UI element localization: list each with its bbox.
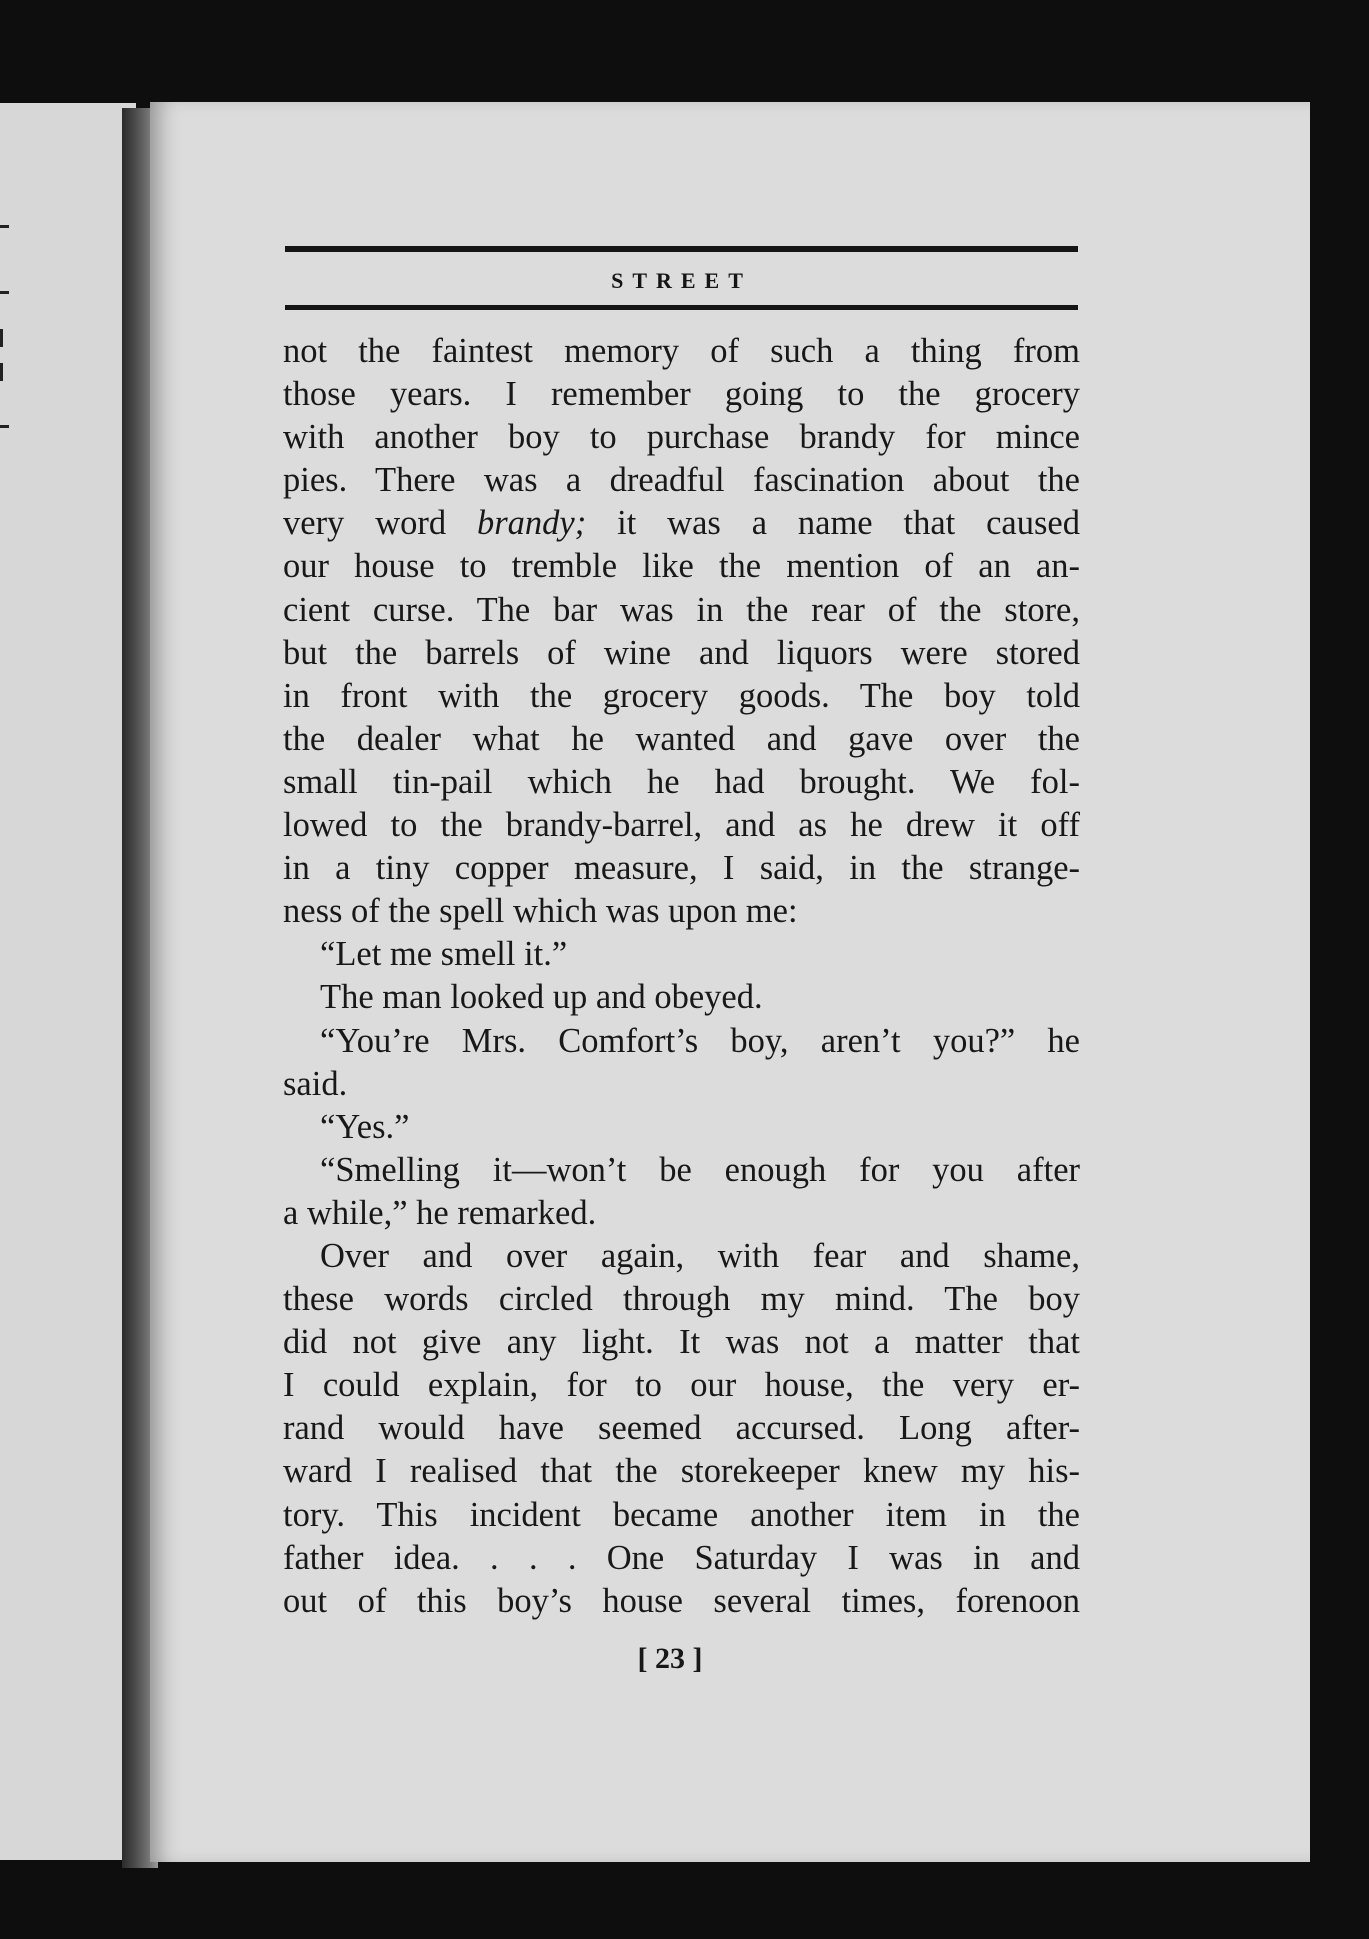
page-number: [ 23 ]	[637, 1642, 703, 1675]
header-rule-top	[285, 246, 1078, 252]
text-line: ward I realised that the storekeeper knew my his-	[283, 1452, 1080, 1491]
text-line: but the barrels of wine and liquors were stored	[283, 633, 1080, 672]
facing-page-mark	[0, 329, 3, 347]
text-line: “Let me smell it.”	[320, 935, 568, 974]
text-line: out of this boy’s house several times, forenoon	[283, 1581, 1080, 1620]
text-line: I could explain, for to our house, the very er-	[283, 1366, 1080, 1405]
body-text	[283, 330, 1080, 1623]
text-run: it was a name that caused	[586, 504, 1080, 543]
text-line: “You’re Mrs. Comfort’s boy, aren’t you?” he	[320, 1021, 1080, 1060]
text-line: ness of the spell which was upon me:	[283, 892, 798, 931]
facing-page-mark	[0, 225, 9, 228]
text-line: rand would have seemed accursed. Long after-	[283, 1409, 1080, 1448]
text-line: “Yes.”	[320, 1107, 410, 1146]
text-line: in front with the grocery goods. The boy told	[283, 676, 1080, 715]
text-line: the dealer what he wanted and gave over the	[283, 719, 1080, 758]
header-rule-bottom	[285, 305, 1078, 310]
text-line: those years. I remember going to the grocery	[283, 375, 1080, 414]
facing-page-mark	[0, 363, 3, 381]
text-line: these words circled through my mind. The boy	[283, 1280, 1080, 1319]
text-line: father idea. . . . One Saturday I was in and	[283, 1538, 1080, 1577]
text-line: our house to tremble like the mention of an an-	[283, 547, 1080, 586]
text-line: said.	[283, 1064, 348, 1103]
text-line: “Smelling it—won’t be enough for you after	[320, 1150, 1080, 1189]
facing-page-mark	[0, 291, 9, 294]
text-run: very word	[283, 504, 477, 543]
italic-word: brandy;	[476, 504, 587, 543]
text-line	[283, 502, 1080, 545]
text-line: a while,” he remarked.	[283, 1193, 597, 1232]
facing-page-mark	[0, 425, 9, 428]
facing-page-edge	[0, 103, 136, 1860]
text-line: with another boy to purchase brandy for mince	[283, 418, 1080, 457]
text-line: cient curse. The bar was in the rear of the store,	[283, 590, 1080, 629]
text-line: Over and over again, with fear and shame,	[320, 1236, 1080, 1275]
text-line: The man looked up and obeyed.	[320, 978, 763, 1017]
running-head: STREET	[611, 268, 752, 293]
text-line: lowed to the brandy-barrel, and as he drew it off	[283, 806, 1080, 845]
text-line: not the faintest memory of such a thing from	[283, 332, 1080, 370]
text-line: pies. There was a dreadful fascination about the	[283, 461, 1080, 500]
text-line: small tin-pail which he had brought. We fol-	[283, 762, 1080, 801]
text-line: did not give any light. It was not a matter that	[283, 1323, 1080, 1362]
text-line: in a tiny copper measure, I said, in the strange-	[283, 849, 1080, 888]
text-line: tory. This incident became another item in the	[283, 1495, 1080, 1534]
